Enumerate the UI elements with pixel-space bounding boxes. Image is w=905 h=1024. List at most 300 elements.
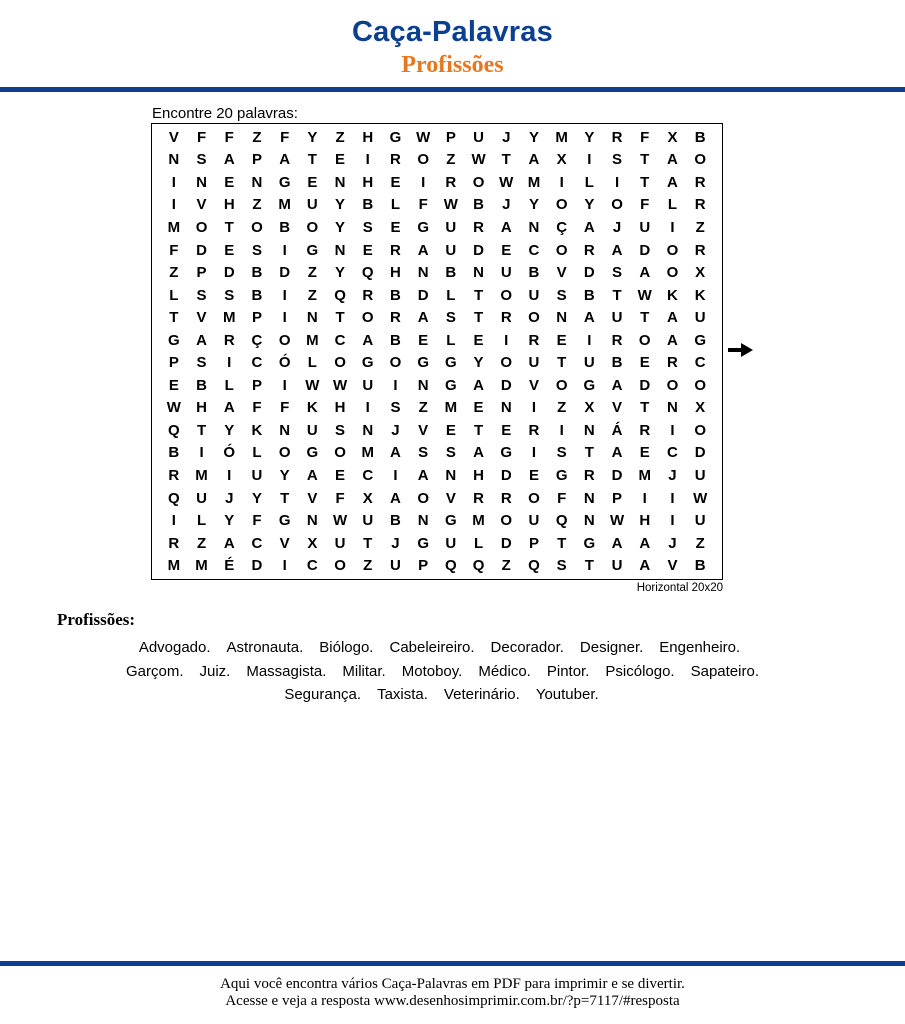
grid-letter[interactable]: L xyxy=(473,534,484,552)
grid-letter[interactable]: C xyxy=(362,467,374,485)
grid-letter[interactable]: Z xyxy=(252,196,262,214)
grid-letter[interactable]: E xyxy=(501,421,512,439)
grid-letter[interactable]: N xyxy=(168,151,180,169)
grid-letter[interactable]: R xyxy=(528,331,540,349)
grid-letter[interactable]: H xyxy=(223,196,235,214)
grid-letter[interactable]: Z xyxy=(418,399,428,417)
grid-letter[interactable]: E xyxy=(224,173,235,191)
grid-letter[interactable]: F xyxy=(418,196,428,214)
grid-letter[interactable]: E xyxy=(390,218,401,236)
grid-letter[interactable]: U xyxy=(528,354,540,372)
grid-letter[interactable]: D xyxy=(611,467,623,485)
grid-letter[interactable]: A xyxy=(473,444,484,462)
grid-letter[interactable]: O xyxy=(528,309,540,327)
grid-letter[interactable]: N xyxy=(473,264,484,282)
grid-letter[interactable]: C xyxy=(334,331,346,349)
grid-letter[interactable]: N xyxy=(306,512,318,530)
grid-letter[interactable]: W xyxy=(609,512,625,530)
grid-letter[interactable]: H xyxy=(362,173,374,191)
grid-letter[interactable]: E xyxy=(168,376,179,394)
grid-letter[interactable]: S xyxy=(196,354,207,372)
grid-letter[interactable]: D xyxy=(417,286,429,304)
grid-letter[interactable]: Y xyxy=(307,128,318,146)
grid-letter[interactable]: R xyxy=(223,331,235,349)
grid-letter[interactable]: N xyxy=(251,173,263,191)
grid-letter[interactable]: G xyxy=(278,512,291,530)
grid-letter[interactable]: H xyxy=(473,467,484,485)
grid-letter[interactable]: O xyxy=(555,196,568,214)
grid-letter[interactable]: Z xyxy=(695,534,705,552)
grid-letter[interactable]: R xyxy=(667,354,678,372)
grid-letter[interactable]: G xyxy=(500,444,513,462)
grid-letter[interactable]: R xyxy=(694,196,706,214)
grid-letter[interactable]: Z xyxy=(501,557,511,575)
grid-letter[interactable]: O xyxy=(472,173,485,191)
grid-letter[interactable]: Z xyxy=(169,264,179,282)
grid-letter[interactable]: Z xyxy=(695,218,705,236)
grid-letter[interactable]: R xyxy=(390,151,401,169)
grid-letter[interactable]: A xyxy=(223,151,235,169)
grid-letter[interactable]: U xyxy=(196,489,207,507)
grid-letter[interactable]: Z xyxy=(557,399,567,417)
grid-letter[interactable]: S xyxy=(390,399,401,417)
grid-letter[interactable]: I xyxy=(559,421,564,439)
grid-letter[interactable]: O xyxy=(306,218,319,236)
grid-letter[interactable]: Ç xyxy=(556,218,568,236)
grid-letter[interactable]: L xyxy=(446,286,456,304)
grid-letter[interactable]: T xyxy=(640,173,650,191)
grid-letter[interactable]: M xyxy=(195,467,208,485)
grid-letter[interactable]: N xyxy=(196,173,207,191)
grid-letter[interactable]: O xyxy=(638,331,651,349)
grid-letter[interactable]: F xyxy=(335,489,345,507)
grid-letter[interactable]: E xyxy=(473,399,484,417)
grid-letter[interactable]: K xyxy=(306,399,318,417)
grid-letter[interactable]: Q xyxy=(528,557,540,575)
grid-letter[interactable]: N xyxy=(528,218,540,236)
grid-letter[interactable]: U xyxy=(362,376,374,394)
grid-letter[interactable]: B xyxy=(196,376,207,394)
grid-letter[interactable]: L xyxy=(390,196,401,214)
grid-letter[interactable]: G xyxy=(389,128,402,146)
grid-letter[interactable]: E xyxy=(528,467,539,485)
grid-letter[interactable]: G xyxy=(306,241,319,259)
grid-letter[interactable]: Y xyxy=(335,218,346,236)
grid-letter[interactable]: N xyxy=(334,173,346,191)
grid-letter[interactable]: R xyxy=(390,309,401,327)
grid-letter[interactable]: S xyxy=(335,421,346,439)
grid-letter[interactable]: O xyxy=(195,218,208,236)
grid-letter[interactable]: S xyxy=(445,309,456,327)
grid-letter[interactable]: O xyxy=(555,376,568,394)
grid-letter[interactable]: E xyxy=(445,421,456,439)
grid-letter[interactable]: Q xyxy=(555,512,568,530)
grid-letter[interactable]: V xyxy=(528,376,539,394)
grid-letter[interactable]: J xyxy=(612,218,622,236)
grid-letter[interactable]: Q xyxy=(472,557,485,575)
grid-letter[interactable]: T xyxy=(169,309,179,327)
grid-letter[interactable]: J xyxy=(391,534,400,552)
grid-letter[interactable]: W xyxy=(637,286,652,304)
grid-letter[interactable]: Y xyxy=(584,196,595,214)
grid-letter[interactable]: I xyxy=(171,512,176,530)
grid-letter[interactable]: I xyxy=(670,421,675,439)
grid-letter[interactable]: A xyxy=(500,218,512,236)
grid-letter[interactable]: J xyxy=(502,196,511,214)
grid-letter[interactable]: R xyxy=(168,467,180,485)
grid-letter[interactable]: N xyxy=(583,421,595,439)
grid-letter[interactable]: C xyxy=(528,241,540,259)
grid-letter[interactable]: P xyxy=(612,489,623,507)
grid-letter[interactable]: V xyxy=(279,534,290,552)
grid-letter[interactable]: N xyxy=(667,399,678,417)
grid-letter[interactable]: S xyxy=(556,557,567,575)
grid-letter[interactable]: I xyxy=(282,376,287,394)
grid-letter[interactable]: A xyxy=(667,309,678,327)
grid-letter[interactable]: C xyxy=(251,534,263,552)
grid-letter[interactable]: N xyxy=(417,512,429,530)
grid-letter[interactable]: Y xyxy=(528,196,539,214)
grid-letter[interactable]: E xyxy=(335,151,346,169)
grid-letter[interactable]: G xyxy=(168,331,180,349)
grid-letter[interactable]: E xyxy=(501,241,512,259)
grid-letter[interactable]: A xyxy=(279,151,291,169)
grid-letter[interactable]: A xyxy=(473,376,484,394)
grid-letter[interactable]: V xyxy=(418,421,429,439)
grid-letter[interactable]: W xyxy=(305,376,320,394)
grid-letter[interactable]: G xyxy=(306,444,319,462)
grid-letter[interactable]: V xyxy=(612,399,623,417)
grid-letter[interactable]: O xyxy=(611,196,623,214)
grid-letter[interactable]: A xyxy=(667,331,678,349)
grid-letter[interactable]: F xyxy=(196,128,207,146)
grid-letter[interactable]: Y xyxy=(279,467,290,485)
grid-letter[interactable]: A xyxy=(639,264,651,282)
grid-letter[interactable]: O xyxy=(694,151,706,169)
grid-letter[interactable]: Ó xyxy=(223,444,236,462)
grid-letter[interactable]: F xyxy=(252,399,262,417)
grid-letter[interactable]: R xyxy=(694,173,706,191)
grid-letter[interactable]: R xyxy=(473,218,484,236)
grid-letter[interactable]: Q xyxy=(361,264,374,282)
grid-letter[interactable]: Q xyxy=(334,286,346,304)
grid-letter[interactable]: Y xyxy=(251,489,262,507)
grid-letter[interactable]: G xyxy=(555,467,568,485)
grid-letter[interactable]: F xyxy=(280,399,290,417)
grid-letter[interactable]: G xyxy=(445,376,457,394)
grid-letter[interactable]: A xyxy=(223,534,235,552)
grid-letter[interactable]: Z xyxy=(363,557,373,575)
grid-letter[interactable]: É xyxy=(224,557,235,575)
grid-letter[interactable]: G xyxy=(583,534,596,552)
grid-letter[interactable]: Q xyxy=(445,557,457,575)
grid-letter[interactable]: P xyxy=(251,151,262,169)
grid-letter[interactable]: U xyxy=(611,309,623,327)
grid-letter[interactable]: N xyxy=(500,399,512,417)
grid-letter[interactable]: Z xyxy=(335,128,345,146)
grid-letter[interactable]: R xyxy=(473,489,484,507)
grid-letter[interactable]: P xyxy=(251,309,262,327)
grid-letter[interactable]: S xyxy=(196,286,207,304)
grid-letter[interactable]: R xyxy=(694,241,706,259)
grid-letter[interactable]: O xyxy=(500,354,513,372)
grid-letter[interactable]: U xyxy=(528,512,540,530)
grid-letter[interactable]: A xyxy=(583,309,595,327)
grid-letter[interactable]: T xyxy=(584,444,594,462)
grid-letter[interactable]: A xyxy=(390,444,401,462)
grid-letter[interactable]: U xyxy=(500,264,512,282)
grid-letter[interactable]: U xyxy=(445,241,457,259)
grid-letter[interactable]: M xyxy=(167,557,181,575)
grid-letter[interactable]: T xyxy=(307,151,317,169)
grid-letter[interactable]: S xyxy=(224,286,235,304)
grid-letter[interactable]: R xyxy=(500,309,512,327)
grid-letter[interactable]: I xyxy=(504,331,509,349)
grid-letter[interactable]: O xyxy=(334,444,346,462)
grid-letter[interactable]: O xyxy=(251,218,263,236)
grid-letter[interactable]: M xyxy=(278,196,291,214)
grid-letter[interactable]: B xyxy=(445,264,457,282)
grid-letter[interactable]: T xyxy=(335,309,345,327)
grid-letter[interactable]: S xyxy=(418,444,429,462)
grid-letter[interactable]: I xyxy=(282,241,287,259)
grid-letter[interactable]: M xyxy=(638,467,651,485)
grid-letter[interactable]: I xyxy=(559,173,564,191)
grid-letter[interactable]: R xyxy=(528,421,540,439)
grid-letter[interactable]: D xyxy=(279,264,291,282)
grid-letter[interactable]: U xyxy=(694,309,706,327)
grid-letter[interactable]: F xyxy=(557,489,567,507)
grid-letter[interactable]: F xyxy=(224,128,234,146)
grid-letter[interactable]: J xyxy=(391,421,400,439)
grid-letter[interactable]: F xyxy=(640,128,650,146)
grid-letter[interactable]: B xyxy=(390,331,401,349)
grid-letter[interactable]: H xyxy=(390,264,401,282)
grid-letter[interactable]: C xyxy=(694,354,706,372)
grid-letter[interactable]: A xyxy=(223,399,235,417)
grid-letter[interactable]: A xyxy=(417,241,429,259)
grid-letter[interactable]: K xyxy=(667,286,678,304)
grid-letter[interactable]: Z xyxy=(252,128,262,146)
grid-letter[interactable]: I xyxy=(171,196,176,214)
grid-letter[interactable]: I xyxy=(642,489,647,507)
grid-letter[interactable]: D xyxy=(639,376,651,394)
grid-letter[interactable]: J xyxy=(668,467,677,485)
grid-letter[interactable]: Y xyxy=(335,196,346,214)
grid-letter[interactable]: R xyxy=(168,534,180,552)
grid-letter[interactable]: W xyxy=(416,128,431,146)
grid-letter[interactable]: E xyxy=(335,467,346,485)
grid-letter[interactable]: M xyxy=(167,218,181,236)
grid-letter[interactable]: R xyxy=(611,331,623,349)
grid-letter[interactable]: T xyxy=(473,309,484,327)
grid-letter[interactable]: M xyxy=(195,557,208,575)
grid-letter[interactable]: R xyxy=(583,241,595,259)
grid-letter[interactable]: N xyxy=(583,512,595,530)
grid-letter[interactable]: R xyxy=(445,173,457,191)
grid-letter[interactable]: Ç xyxy=(251,331,263,349)
grid-letter[interactable]: D xyxy=(196,241,207,259)
grid-letter[interactable]: W xyxy=(471,151,486,169)
grid-letter[interactable]: D xyxy=(583,264,595,282)
grid-letter[interactable]: A xyxy=(639,534,651,552)
grid-letter[interactable]: O xyxy=(694,421,706,439)
grid-letter[interactable]: A xyxy=(362,331,374,349)
grid-letter[interactable]: A xyxy=(639,557,651,575)
grid-letter[interactable]: G xyxy=(694,331,706,349)
grid-letter[interactable]: U xyxy=(306,196,318,214)
grid-letter[interactable]: I xyxy=(282,309,287,327)
word-search-grid[interactable] xyxy=(151,123,723,580)
grid-letter[interactable]: M xyxy=(444,399,458,417)
grid-letter[interactable]: T xyxy=(280,489,290,507)
grid-letter[interactable]: E xyxy=(473,331,484,349)
grid-letter[interactable]: W xyxy=(166,399,181,417)
grid-letter[interactable]: O xyxy=(500,286,513,304)
grid-letter[interactable]: V xyxy=(445,489,456,507)
grid-letter[interactable]: B xyxy=(390,286,401,304)
grid-letter[interactable]: O xyxy=(500,512,513,530)
grid-letter[interactable]: Z xyxy=(196,534,207,552)
grid-letter[interactable]: I xyxy=(199,444,204,462)
grid-letter[interactable]: T xyxy=(584,557,594,575)
grid-letter[interactable]: V xyxy=(196,309,207,327)
grid-letter[interactable]: I xyxy=(587,151,592,169)
grid-letter[interactable]: L xyxy=(446,331,456,349)
grid-letter[interactable]: T xyxy=(612,286,622,304)
grid-letter[interactable]: B xyxy=(473,196,484,214)
grid-letter[interactable]: B xyxy=(528,264,540,282)
grid-letter[interactable]: K xyxy=(251,421,263,439)
grid-letter[interactable]: S xyxy=(196,151,207,169)
grid-letter[interactable]: L xyxy=(307,354,317,372)
grid-letter[interactable]: I xyxy=(282,286,287,304)
grid-letter[interactable]: T xyxy=(640,309,650,327)
grid-letter[interactable]: V xyxy=(168,128,179,146)
grid-letter[interactable]: E xyxy=(362,241,373,259)
grid-letter[interactable]: B xyxy=(583,286,595,304)
grid-letter[interactable]: A xyxy=(390,489,401,507)
grid-letter[interactable]: T xyxy=(224,218,234,236)
grid-letter[interactable]: O xyxy=(334,557,346,575)
grid-letter[interactable]: G xyxy=(278,173,291,191)
grid-letter[interactable]: Z xyxy=(307,264,317,282)
grid-letter[interactable]: T xyxy=(557,534,567,552)
grid-letter[interactable]: G xyxy=(445,354,457,372)
grid-letter[interactable]: I xyxy=(531,399,537,417)
grid-letter[interactable]: B xyxy=(694,557,706,575)
grid-letter[interactable]: L xyxy=(667,196,678,214)
grid-letter[interactable]: L xyxy=(584,173,594,191)
grid-letter[interactable]: T xyxy=(363,534,373,552)
grid-letter[interactable]: E xyxy=(639,444,650,462)
grid-letter[interactable]: O xyxy=(278,444,291,462)
grid-letter[interactable]: S xyxy=(251,241,262,259)
grid-letter[interactable]: D xyxy=(639,241,651,259)
grid-letter[interactable]: G xyxy=(583,376,596,394)
grid-letter[interactable]: H xyxy=(334,399,346,417)
grid-letter[interactable]: K xyxy=(694,286,706,304)
grid-letter[interactable]: S xyxy=(612,264,623,282)
grid-letter[interactable]: O xyxy=(278,331,291,349)
grid-letter[interactable]: Q xyxy=(168,421,180,439)
grid-letter[interactable]: H xyxy=(362,128,374,146)
grid-letter[interactable]: M xyxy=(361,444,374,462)
grid-letter[interactable]: S xyxy=(362,218,373,236)
grid-letter[interactable]: U xyxy=(639,218,651,236)
grid-letter[interactable]: Á xyxy=(611,421,623,439)
grid-letter[interactable]: I xyxy=(365,399,370,417)
grid-letter[interactable]: B xyxy=(251,286,263,304)
grid-letter[interactable]: D xyxy=(694,444,706,462)
grid-letter[interactable]: E xyxy=(418,331,429,349)
grid-letter[interactable]: I xyxy=(421,173,426,191)
grid-letter[interactable]: B xyxy=(279,218,291,236)
grid-letter[interactable]: M xyxy=(306,331,319,349)
grid-letter[interactable]: Z xyxy=(307,286,317,304)
grid-letter[interactable]: X xyxy=(362,489,373,507)
grid-letter[interactable]: F xyxy=(169,241,179,259)
grid-letter[interactable]: J xyxy=(225,489,234,507)
grid-letter[interactable]: U xyxy=(694,512,706,530)
grid-letter[interactable]: E xyxy=(390,173,401,191)
grid-letter[interactable]: U xyxy=(306,421,318,439)
grid-letter[interactable]: W xyxy=(499,173,514,191)
grid-letter[interactable]: A xyxy=(306,467,318,485)
grid-letter[interactable]: P xyxy=(196,264,207,282)
grid-letter[interactable]: I xyxy=(531,444,537,462)
grid-letter[interactable]: Ó xyxy=(278,354,291,372)
footer-link-text[interactable]: Acesse e veja a resposta www.desenhosimprimir.com.br/?p=7117/#resposta xyxy=(225,993,680,1009)
grid-letter[interactable]: N xyxy=(583,489,595,507)
grid-letter[interactable]: B xyxy=(362,196,374,214)
grid-letter[interactable]: R xyxy=(362,286,374,304)
grid-letter[interactable]: U xyxy=(334,534,346,552)
grid-letter[interactable]: Y xyxy=(224,421,235,439)
grid-letter[interactable]: G xyxy=(417,218,429,236)
grid-letter[interactable]: I xyxy=(282,557,287,575)
grid-letter[interactable]: D xyxy=(251,557,263,575)
grid-letter[interactable]: U xyxy=(445,534,457,552)
grid-letter[interactable]: V xyxy=(556,264,567,282)
grid-letter[interactable]: F xyxy=(640,196,650,214)
grid-letter[interactable]: B xyxy=(251,264,263,282)
grid-letter[interactable]: A xyxy=(667,151,678,169)
grid-letter[interactable]: M xyxy=(527,173,541,191)
grid-letter[interactable]: A xyxy=(417,309,429,327)
grid-letter[interactable]: C xyxy=(667,444,678,462)
grid-letter[interactable]: U xyxy=(362,512,374,530)
grid-letter[interactable]: N xyxy=(445,467,457,485)
grid-letter[interactable]: A xyxy=(667,173,678,191)
grid-letter[interactable]: I xyxy=(227,467,232,485)
grid-letter[interactable]: L xyxy=(252,444,262,462)
grid-letter[interactable]: M xyxy=(222,309,236,327)
grid-letter[interactable]: O xyxy=(417,151,429,169)
grid-letter[interactable]: Q xyxy=(168,489,180,507)
grid-letter[interactable]: O xyxy=(666,241,679,259)
grid-letter[interactable]: X xyxy=(667,128,678,146)
grid-letter[interactable]: B xyxy=(168,444,180,462)
grid-letter[interactable]: G xyxy=(417,534,429,552)
grid-letter[interactable]: U xyxy=(445,218,457,236)
grid-letter[interactable]: L xyxy=(169,286,179,304)
grid-letter[interactable]: F xyxy=(280,128,290,146)
grid-letter[interactable]: I xyxy=(670,489,675,507)
grid-letter[interactable]: D xyxy=(500,467,512,485)
grid-letter[interactable]: H xyxy=(639,512,651,530)
grid-letter[interactable]: Y xyxy=(584,128,595,146)
